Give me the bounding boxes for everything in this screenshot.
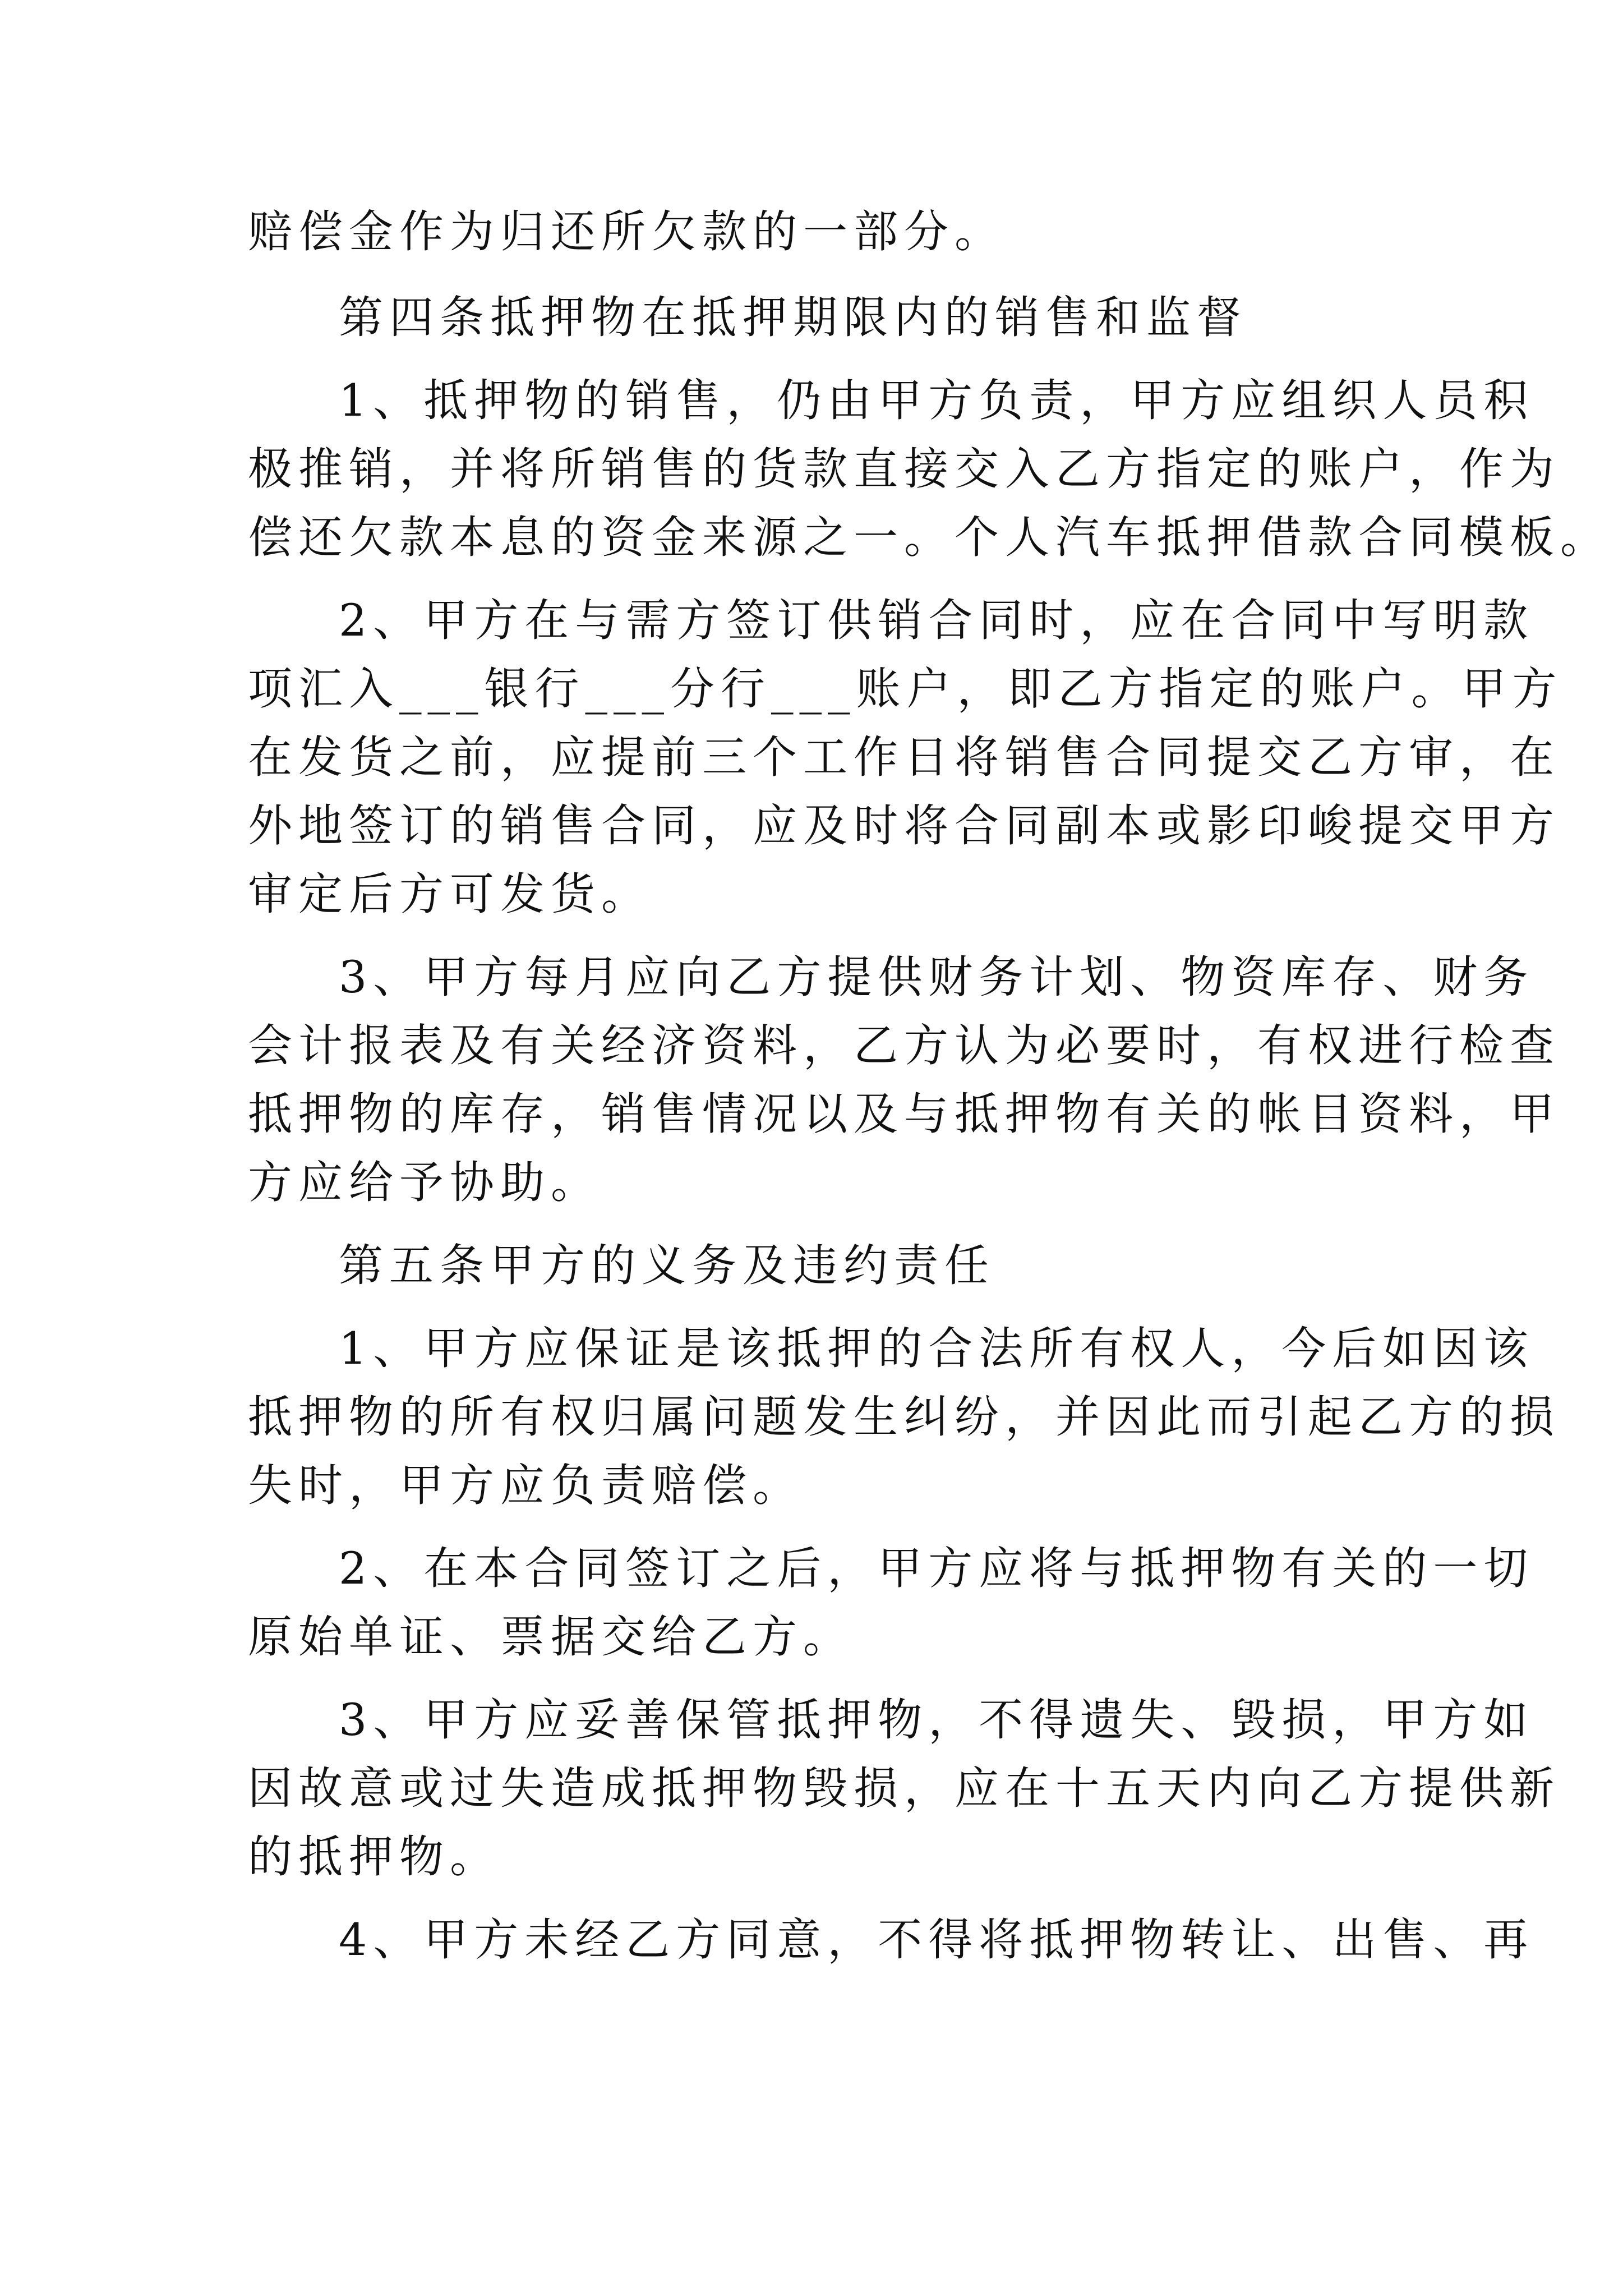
text-line: 抵押物的库存，销售情况以及与抵押物有关的帐目资料，甲: [248, 1088, 1560, 1140]
text-line: 抵押物的所有权归属问题发生纠纷，并因此而引起乙方的损: [248, 1391, 1560, 1443]
text-line: 极推销，并将所销售的货款直接交入乙方指定的账户，作为: [248, 443, 1560, 495]
text-line: 2、甲方在与需方签订供销合同时，应在合同中写明款: [339, 595, 1534, 646]
text-line: 项汇入___银行___分行___账户，即乙方指定的账户。甲方: [248, 663, 1563, 715]
text-line: 的抵押物。: [248, 1831, 500, 1883]
text-line: 2、在本合同签订之后，甲方应将与抵押物有关的一切: [339, 1543, 1534, 1594]
text-line: 在发货之前，应提前三个工作日将销售合同提交乙方审，在: [248, 731, 1560, 783]
text-line: 方应给予协助。: [248, 1157, 601, 1208]
text-line: 原始单证、票据交给乙方。: [248, 1611, 854, 1663]
text-line: 4、甲方未经乙方同意，不得将抵押物转让、出售、再: [339, 1914, 1534, 1966]
text-line: 1、抵押物的销售，仍由甲方负责，甲方应组织人员积: [339, 375, 1534, 426]
text-line: 失时，甲方应负责赔偿。: [248, 1460, 803, 1511]
text-line: 3、甲方每月应向乙方提供财务计划、物资库存、财务: [339, 951, 1534, 1003]
text-line: 赔偿金作为归还所欠款的一部分。: [248, 206, 1005, 257]
text-line: 审定后方可发货。: [248, 868, 652, 920]
text-line: 外地签订的销售合同，应及时将合同副本或影印峻提交甲方: [248, 800, 1560, 852]
text-line: 3、甲方应妥善保管抵押物，不得遗失、毁损，甲方如: [339, 1694, 1534, 1746]
text-line: 1、甲方应保证是该抵押的合法所有权人，今后如因该: [339, 1323, 1534, 1374]
text-line: 因故意或过失造成抵押物毁损，应在十五天内向乙方提供新: [248, 1763, 1560, 1814]
text-line: 会计报表及有关经济资料，乙方认为必要时，有权进行检查: [248, 1020, 1560, 1071]
text-line: 偿还欠款本息的资金来源之一。个人汽车抵押借款合同模板。: [248, 512, 1611, 563]
section-heading: 第五条甲方的义务及违约责任: [339, 1240, 995, 1291]
section-heading: 第四条抵押物在抵押期限内的销售和监督: [339, 292, 1247, 343]
